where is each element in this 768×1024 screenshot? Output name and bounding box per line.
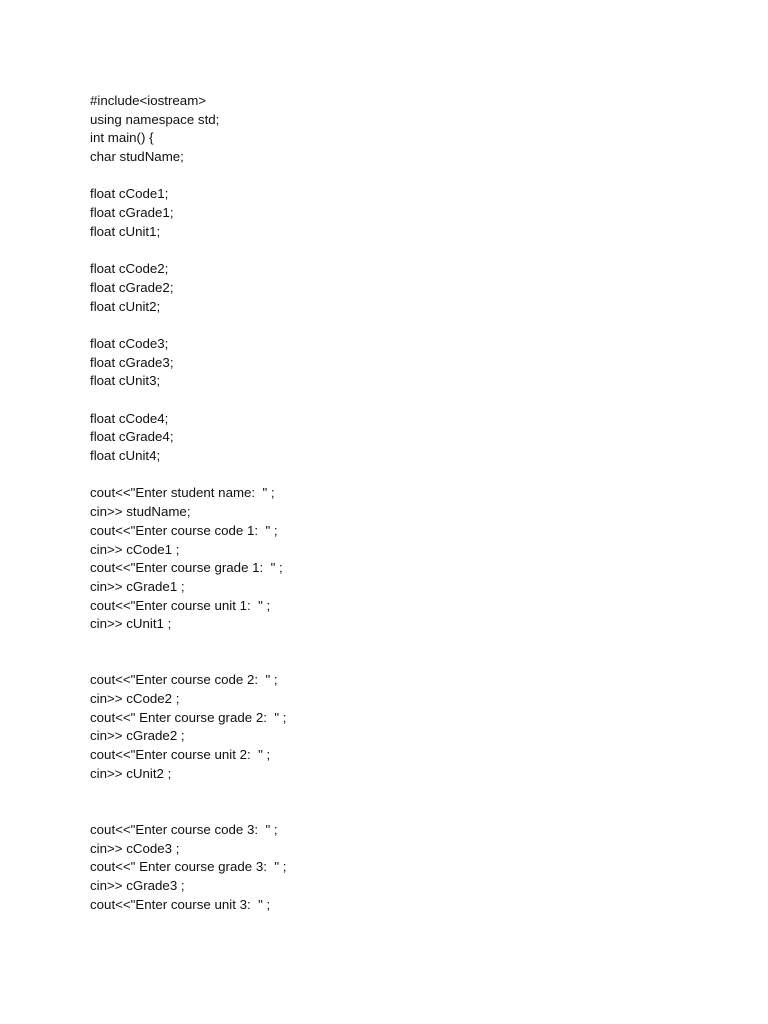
blank-line: [90, 391, 286, 410]
code-line: cin>> cCode2 ;: [90, 691, 180, 706]
blank-line: [90, 802, 286, 821]
code-line: cout<<"Enter course unit 2: " ;: [90, 747, 271, 763]
code-line: cout<<"Enter course code 3: " ;: [90, 821, 278, 837]
code-line: float cCode2;: [90, 261, 169, 277]
code-line: char studName;: [90, 149, 184, 165]
code-line: cout<<" Enter course grade 2: " ;: [90, 709, 287, 725]
code-line: float cGrade4;: [90, 429, 174, 445]
blank-line: [90, 167, 286, 186]
code-line: float cGrade2;: [90, 279, 174, 295]
code-line: float cGrade1;: [90, 205, 174, 221]
code-line: cout<<"Enter course unit 1: " ;: [90, 597, 271, 613]
code-line: float cUnit3;: [90, 373, 161, 389]
code-line: cin>> cCode3 ;: [90, 840, 180, 856]
blank-line: [90, 466, 286, 485]
blank-line: [90, 316, 286, 335]
code-line: cout<<"Enter student name: " ;: [90, 485, 275, 501]
code-line: float cUnit4;: [90, 448, 161, 464]
code-line: cout<<" Enter course grade 3: " ;: [90, 859, 287, 875]
blank-line: [90, 783, 286, 802]
code-line: #include<iostream>: [90, 93, 207, 108]
code-listing: [90, 92, 286, 914]
code-line: cout<<"Enter course grade 1: " ;: [90, 560, 283, 576]
code-line: cin>> cCode1 ;: [90, 541, 180, 557]
code-line: float cCode3;: [90, 335, 169, 351]
code-line: cin>> cUnit2 ;: [90, 765, 172, 781]
code-line: cin>> studName;: [90, 504, 191, 520]
code-line: cout<<"Enter course unit 3: " ;: [90, 896, 271, 912]
code-line: cin>> cGrade3 ;: [90, 877, 185, 893]
code-line: float cGrade3;: [90, 354, 174, 370]
code-line: int main() {: [90, 130, 154, 146]
code-line: cin>> cGrade2 ;: [90, 728, 185, 744]
code-line: cout<<"Enter course code 2: " ;: [90, 672, 278, 688]
blank-line: [90, 653, 286, 672]
code-line: float cCode4;: [90, 410, 169, 426]
blank-line: [90, 242, 286, 261]
code-line: cin>> cGrade1 ;: [90, 578, 185, 594]
code-line: using namespace std;: [90, 111, 220, 127]
code-line: float cUnit2;: [90, 298, 161, 314]
code-line: cin>> cUnit1 ;: [90, 616, 172, 632]
code-line: cout<<"Enter course code 1: " ;: [90, 522, 278, 538]
code-line: float cCode1;: [90, 186, 169, 202]
code-line: float cUnit1;: [90, 223, 161, 239]
blank-line: [90, 634, 286, 653]
